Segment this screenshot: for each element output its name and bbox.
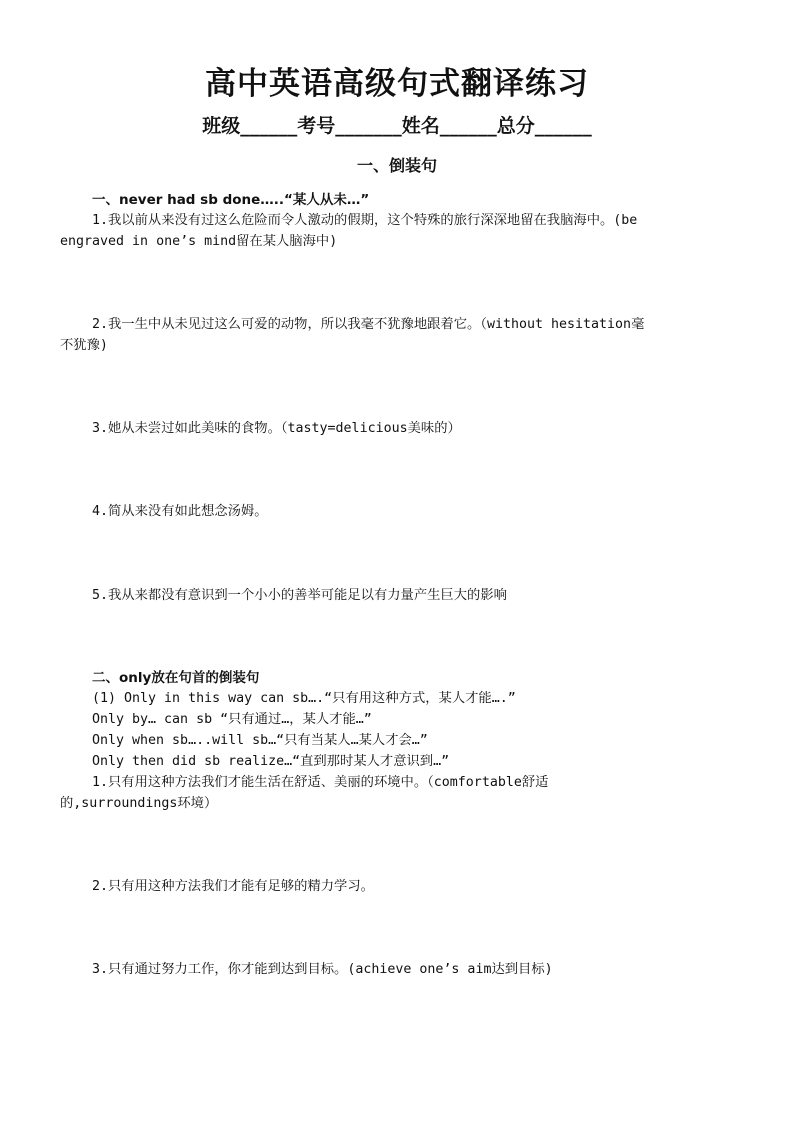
question-1-line1: 1.我以前从来没有过这么危险而令人激动的假期，这个特殊的旅行深深地留在我脑海中。(be bbox=[92, 213, 638, 228]
question-2-line2: 不犹豫) bbox=[60, 338, 108, 353]
pattern-3: Only when sb…..will sb…“只有当某人…某人才会…” bbox=[92, 733, 428, 748]
pattern-4: Only then did sb realize…“直到那时某人才意识到…” bbox=[92, 754, 450, 769]
question-5: 5.我从来都没有意识到一个小小的善举可能足以有力量产生巨大的影响 bbox=[92, 588, 507, 603]
subheading-never-had: 一、never had sb done…..“某人从未…” bbox=[92, 192, 370, 208]
question-3: 3.她从未尝过如此美味的食物。（tasty=delicious美味的） bbox=[92, 421, 461, 436]
page-title: 高中英语高级句式翻译练习 bbox=[205, 66, 589, 102]
student-info-line: 班级______考号_______姓名______总分______ bbox=[202, 115, 592, 137]
question-4: 4.简从来没有如此想念汤姆。 bbox=[92, 504, 268, 519]
only-question-2: 2.只有用这种方法我们才能有足够的精力学习。 bbox=[92, 879, 374, 894]
question-2-line1: 2.我一生中从未见过这么可爱的动物，所以我毫不犹豫地跟着它。（without hesitation毫 bbox=[92, 317, 645, 332]
pattern-2: Only by… can sb “只有通过…，某人才能…” bbox=[92, 712, 372, 727]
only-question-1-line1: 1.只有用这种方法我们才能生活在舒适、美丽的环境中。（comfortable舒适 bbox=[92, 775, 549, 790]
section-heading-inversion: 一、倒装句 bbox=[356, 156, 437, 175]
pattern-1: (1) Only in this way can sb….“只有用这种方式，某人才能….” bbox=[92, 691, 516, 706]
question-1-line2: engraved in one’s mind留在某人脑海中) bbox=[60, 234, 338, 249]
only-question-1-line2: 的,surroundings环境） bbox=[60, 796, 218, 811]
subheading-only-inversion: 二、only放在句首的倒装句 bbox=[92, 670, 260, 686]
only-question-3: 3.只有通过努力工作，你才能到达到目标。(achieve one’s aim达到目标) bbox=[92, 962, 553, 977]
